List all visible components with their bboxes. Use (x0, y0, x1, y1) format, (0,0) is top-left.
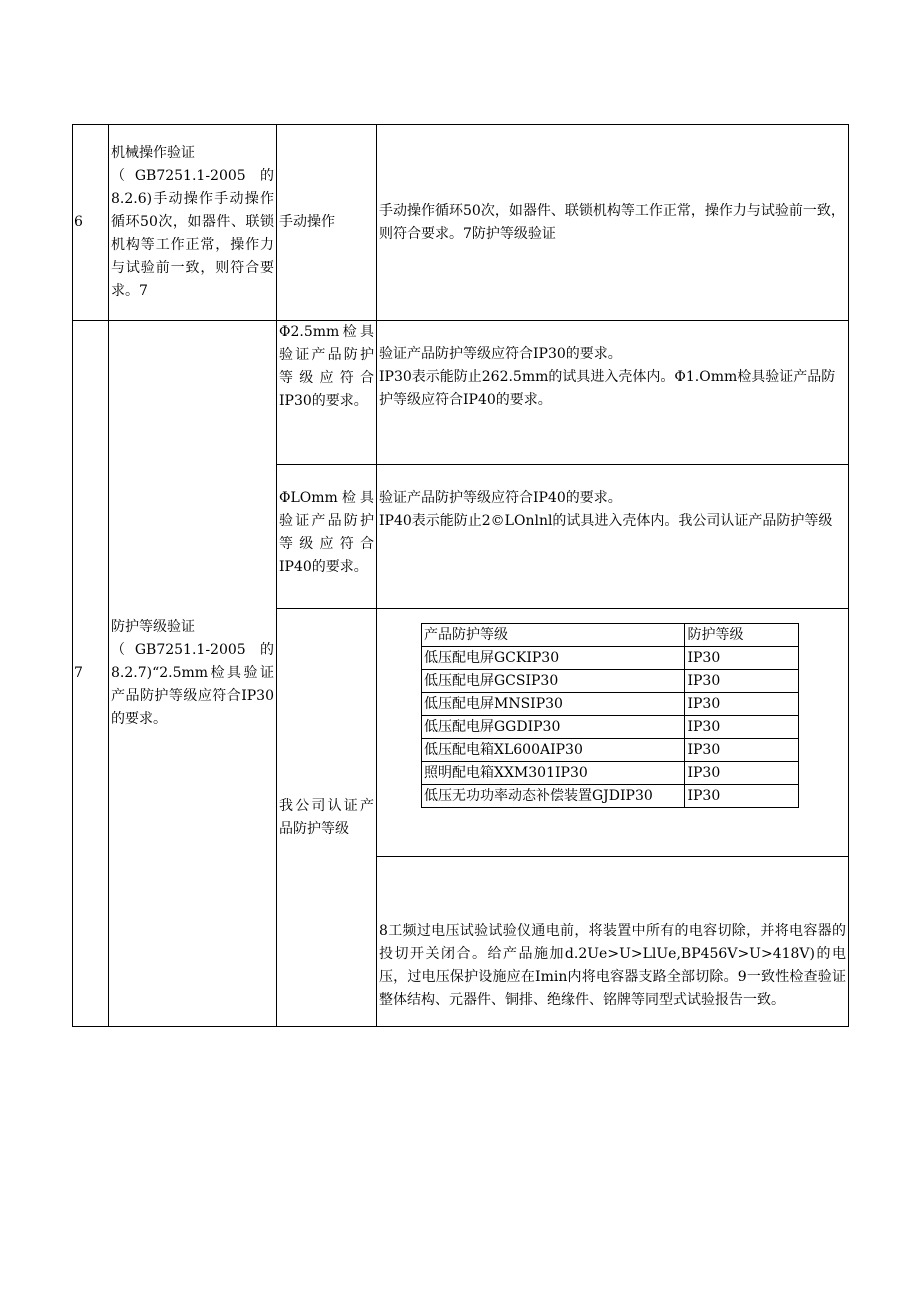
row-6-method: 手动操作 (277, 125, 377, 321)
row-7-item: 防护等级验证 （GB7251.1-2005 的8.2.7)“2.5mm检具验证产品防护等级应符合IP30的要求。 (109, 321, 277, 1027)
inner-header-product: 产品防护等级 (422, 624, 685, 647)
inner-level: IP30 (685, 647, 799, 670)
row-7-sub2-method: ΦLOmm检具验证产品防护等级应符合IP40的要求。 (277, 465, 377, 609)
row-7-sub4-result: 8工频过电压试验试验仪通电前，将装置中所有的电容切除，并将电容器的投切开关闭合。给产品施加d.2Ue>U>LlUe,BP456V>U>418V)的电压，过电压保护设施应在Imin内将电容器支路全部切除。9一致性检查验证整体结构、元器件、铜排、绝缘件、铭牌等同型式试验报告一致。 (377, 857, 849, 1027)
inner-level: IP30 (685, 670, 799, 693)
table-row (422, 647, 799, 670)
row-7-sub2-result: 验证产品防护等级应符合IP40的要求。 IP40表示能防止2©LOnlnl的试具进入壳体内。我公司认证产品防护等级 (377, 465, 849, 609)
inner-level: IP30 (685, 693, 799, 716)
table-row (422, 670, 799, 693)
row-number-6: 6 (73, 125, 109, 321)
inner-product: 低压配电箱XL600AIP30 (422, 739, 685, 762)
table-row (73, 125, 849, 321)
inner-level: IP30 (685, 785, 799, 808)
row-number-7: 7 (73, 321, 109, 1027)
table-row (422, 762, 799, 785)
inner-level: IP30 (685, 739, 799, 762)
inner-header-level: 防护等级 (685, 624, 799, 647)
inner-level: IP30 (685, 762, 799, 785)
row-7-sub1-method: Φ2.5mm检具验证产品防护等级应符合IP30的要求。 (277, 321, 377, 465)
inner-product: 照明配电箱XXM301IP30 (422, 762, 685, 785)
inner-product: 低压无功功率动态补偿装置GJDIP30 (422, 785, 685, 808)
inner-level: IP30 (685, 716, 799, 739)
inner-product: 低压配电屏MNSIP30 (422, 693, 685, 716)
table-row (73, 321, 849, 465)
table-row (422, 739, 799, 762)
table-row (422, 693, 799, 716)
inner-header-row (422, 624, 799, 647)
inspection-table (72, 124, 849, 1027)
inner-product: 低压配电屏GCKIP30 (422, 647, 685, 670)
protection-level-table (421, 623, 799, 808)
row-7-sub3-method: 我公司认证产品防护等级 (277, 609, 377, 1027)
row-7-sub1-result: 验证产品防护等级应符合IP30的要求。 IP30表示能防止262.5mm的试具进入壳体内。Φ1.Omm检具验证产品防护等级应符合IP40的要求。 (377, 321, 849, 465)
inner-product: 低压配电屏GGDIP30 (422, 716, 685, 739)
table-row (422, 785, 799, 808)
row-6-item: 机械操作验证 （GB7251.1-2005 的8.2.6)手动操作手动操作循环50次，如器件、联锁机构等工作正常，操作力与试验前一致，则符合要求。7 (109, 125, 277, 321)
row-6-result: 手动操作循环50次，如器件、联锁机构等工作正常，操作力与试验前一致，则符合要求。7防护等级验证 (377, 125, 849, 321)
table-row (422, 716, 799, 739)
inner-product: 低压配电屏GCSIP30 (422, 670, 685, 693)
row-7-sub3-result (377, 609, 849, 857)
